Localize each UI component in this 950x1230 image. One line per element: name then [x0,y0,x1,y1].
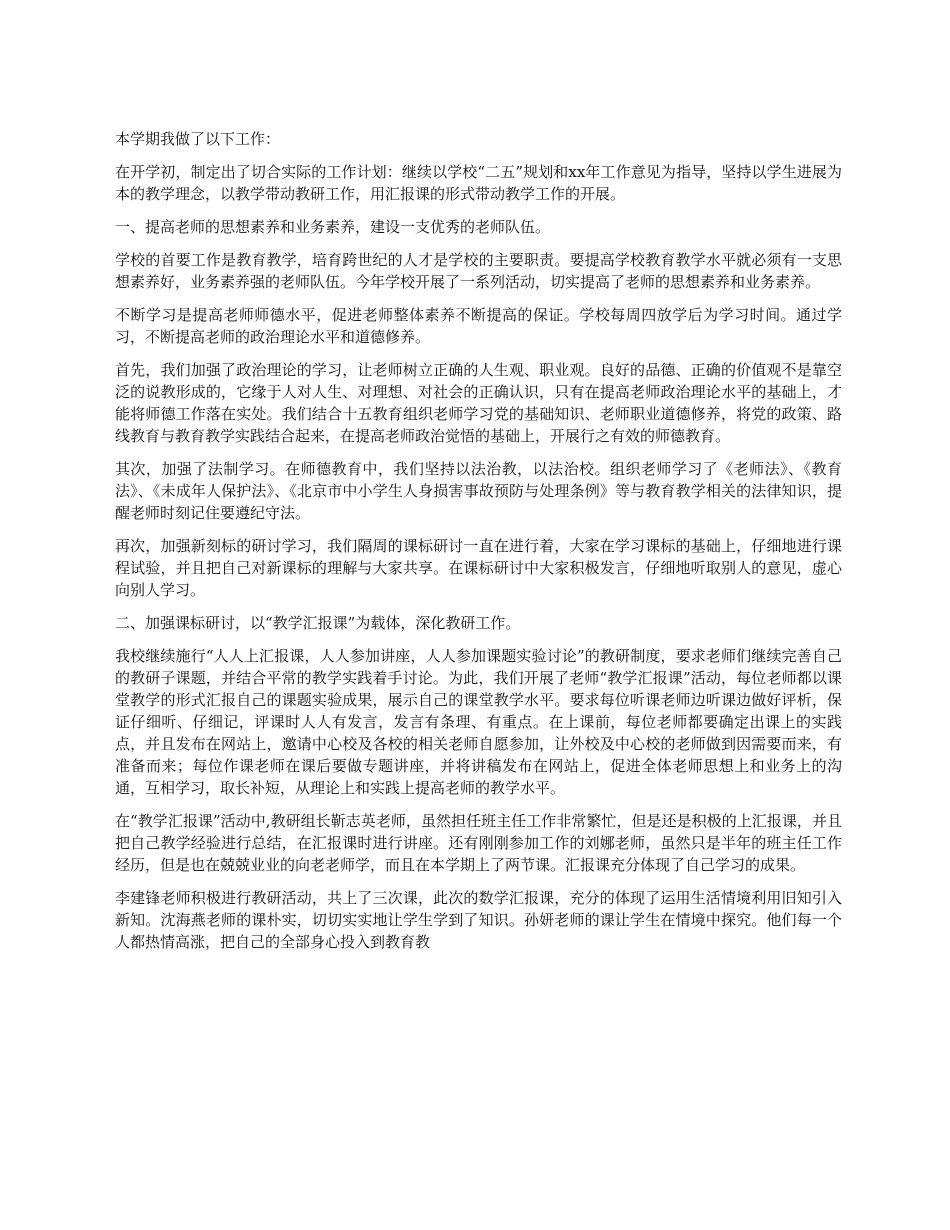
section-heading-1: 一、提高老师的思想素养和业务素养，建设一支优秀的老师队伍。 [115,218,551,236]
body-paragraph: 不断学习是提高老师师德水平，促进老师整体素养不断提高的保证。学校每周四放学后为学习时间。通过学习，不断提高老师的政治理论水平和道德修养。 [115,306,842,346]
body-paragraph: 学校的首要工作是教育教学，培育跨世纪的人才是学校的主要职责。要提高学校教育教学水平就必须有一支思想素养好，业务素养强的老师队伍。今年学校开展了一系列活动，切实提高了老师的思想素养和业务素养。 [115,251,842,291]
document-body [115,128,842,964]
body-paragraph: 首先，我们加强了政治理论的学习，让老师树立正确的人生观、职业观。良好的品德、正确的价值观不是靠空泛的说教形成的，它缘于人对人生、对理想、对社会的正确认识，只有在提高老师政治理论水平的基础上，才能将师德工作落在实处。我们结合十五教育组织老师学习党的基础知识、老师职业道德修养，将党的政策、路线教育与教育教学实践结合起来，在提高老师政治觉悟的基础上，开展行之有效的师德教育。 [115,361,842,445]
section-heading-2: 二、加强课标研讨，以“教学汇报课”为载体，深化教研工作。 [115,614,521,632]
body-paragraph: 在“教学汇报课”活动中,教研组长靳志英老师，虽然担任班主任工作非常繁忙，但是还是积极的上汇报课，并且把自己教学经验进行总结，在汇报课时进行讲座。还有刚刚参加工作的刘娜老师，虽然只是半年的班主任工作经历，但是也在兢兢业业的向老老师学，而且在本学期上了两节课。汇报课充分体现了自己学习的成果。 [115,812,842,874]
work-plan-paragraph: 在开学初，制定出了切合实际的工作计划：继续以学校“二五”规划和xx年工作意见为指导，坚持以学生进展为本的教学理念，以教学带动教研工作，用汇报课的形式带动教学工作的开展。 [115,163,842,203]
body-paragraph: 其次，加强了法制学习。在师德教育中，我们坚持以法治教，以法治校。组织老师学习了《老师法》、《教育法》、《未成年人保护法》、《北京市中小学生人身损害事故预防与处理条例》等与教育教学相关的法律知识，提醒老师时刻记住要遵纪守法。 [115,460,842,522]
body-paragraph: 再次，加强新刻标的研讨学习，我们隔周的课标研讨一直在进行着，大家在学习课标的基础上，仔细地进行课程试验，并且把自己对新课标的理解与大家共享。在课标研讨中大家积极发言，仔细地听取别人的意见，虚心向别人学习。 [115,537,842,599]
body-paragraph: 我校继续施行“人人上汇报课，人人参加讲座，人人参加课题实验讨论”的教研制度，要求老师们继续完善自己的教研子课题，并结合平常的教学实践着手讨论。为此，我们开展了老师“教学汇报课”活动，每位老师都以课堂教学的形式汇报自己的课题实验成果，展示自己的课堂教学水平。要求每位听课老师边听课边做好评析，保证仔细听、仔细记，评课时人人有发言，发言有条理、有重点。在上课前，每位老师都要确定出课上的实践点，并且发布在网站上，邀请中心校及各校的相关老师自愿参加，让外校及中心校的老师做到因需要而来，有准备而来；每位作课老师在课后要做专题讲座，并将讲稿发布在网站上，促进全体老师思想上和业务上的沟通，互相学习，取长补短，从理论上和实践上提高老师的教学水平。 [115,647,842,797]
body-paragraph: 李建锋老师积极进行教研活动，共上了三次课，此次的数学汇报课，充分的体现了运用生活情境利用旧知引入新知。沈海燕老师的课朴实，切切实实地让学生学到了知识。孙妍老师的课让学生在情境中探究。他们每一个人都热情高涨，把自己的全部身心投入到教育教 [115,889,842,951]
intro-paragraph: 本学期我做了以下工作： [115,130,281,148]
